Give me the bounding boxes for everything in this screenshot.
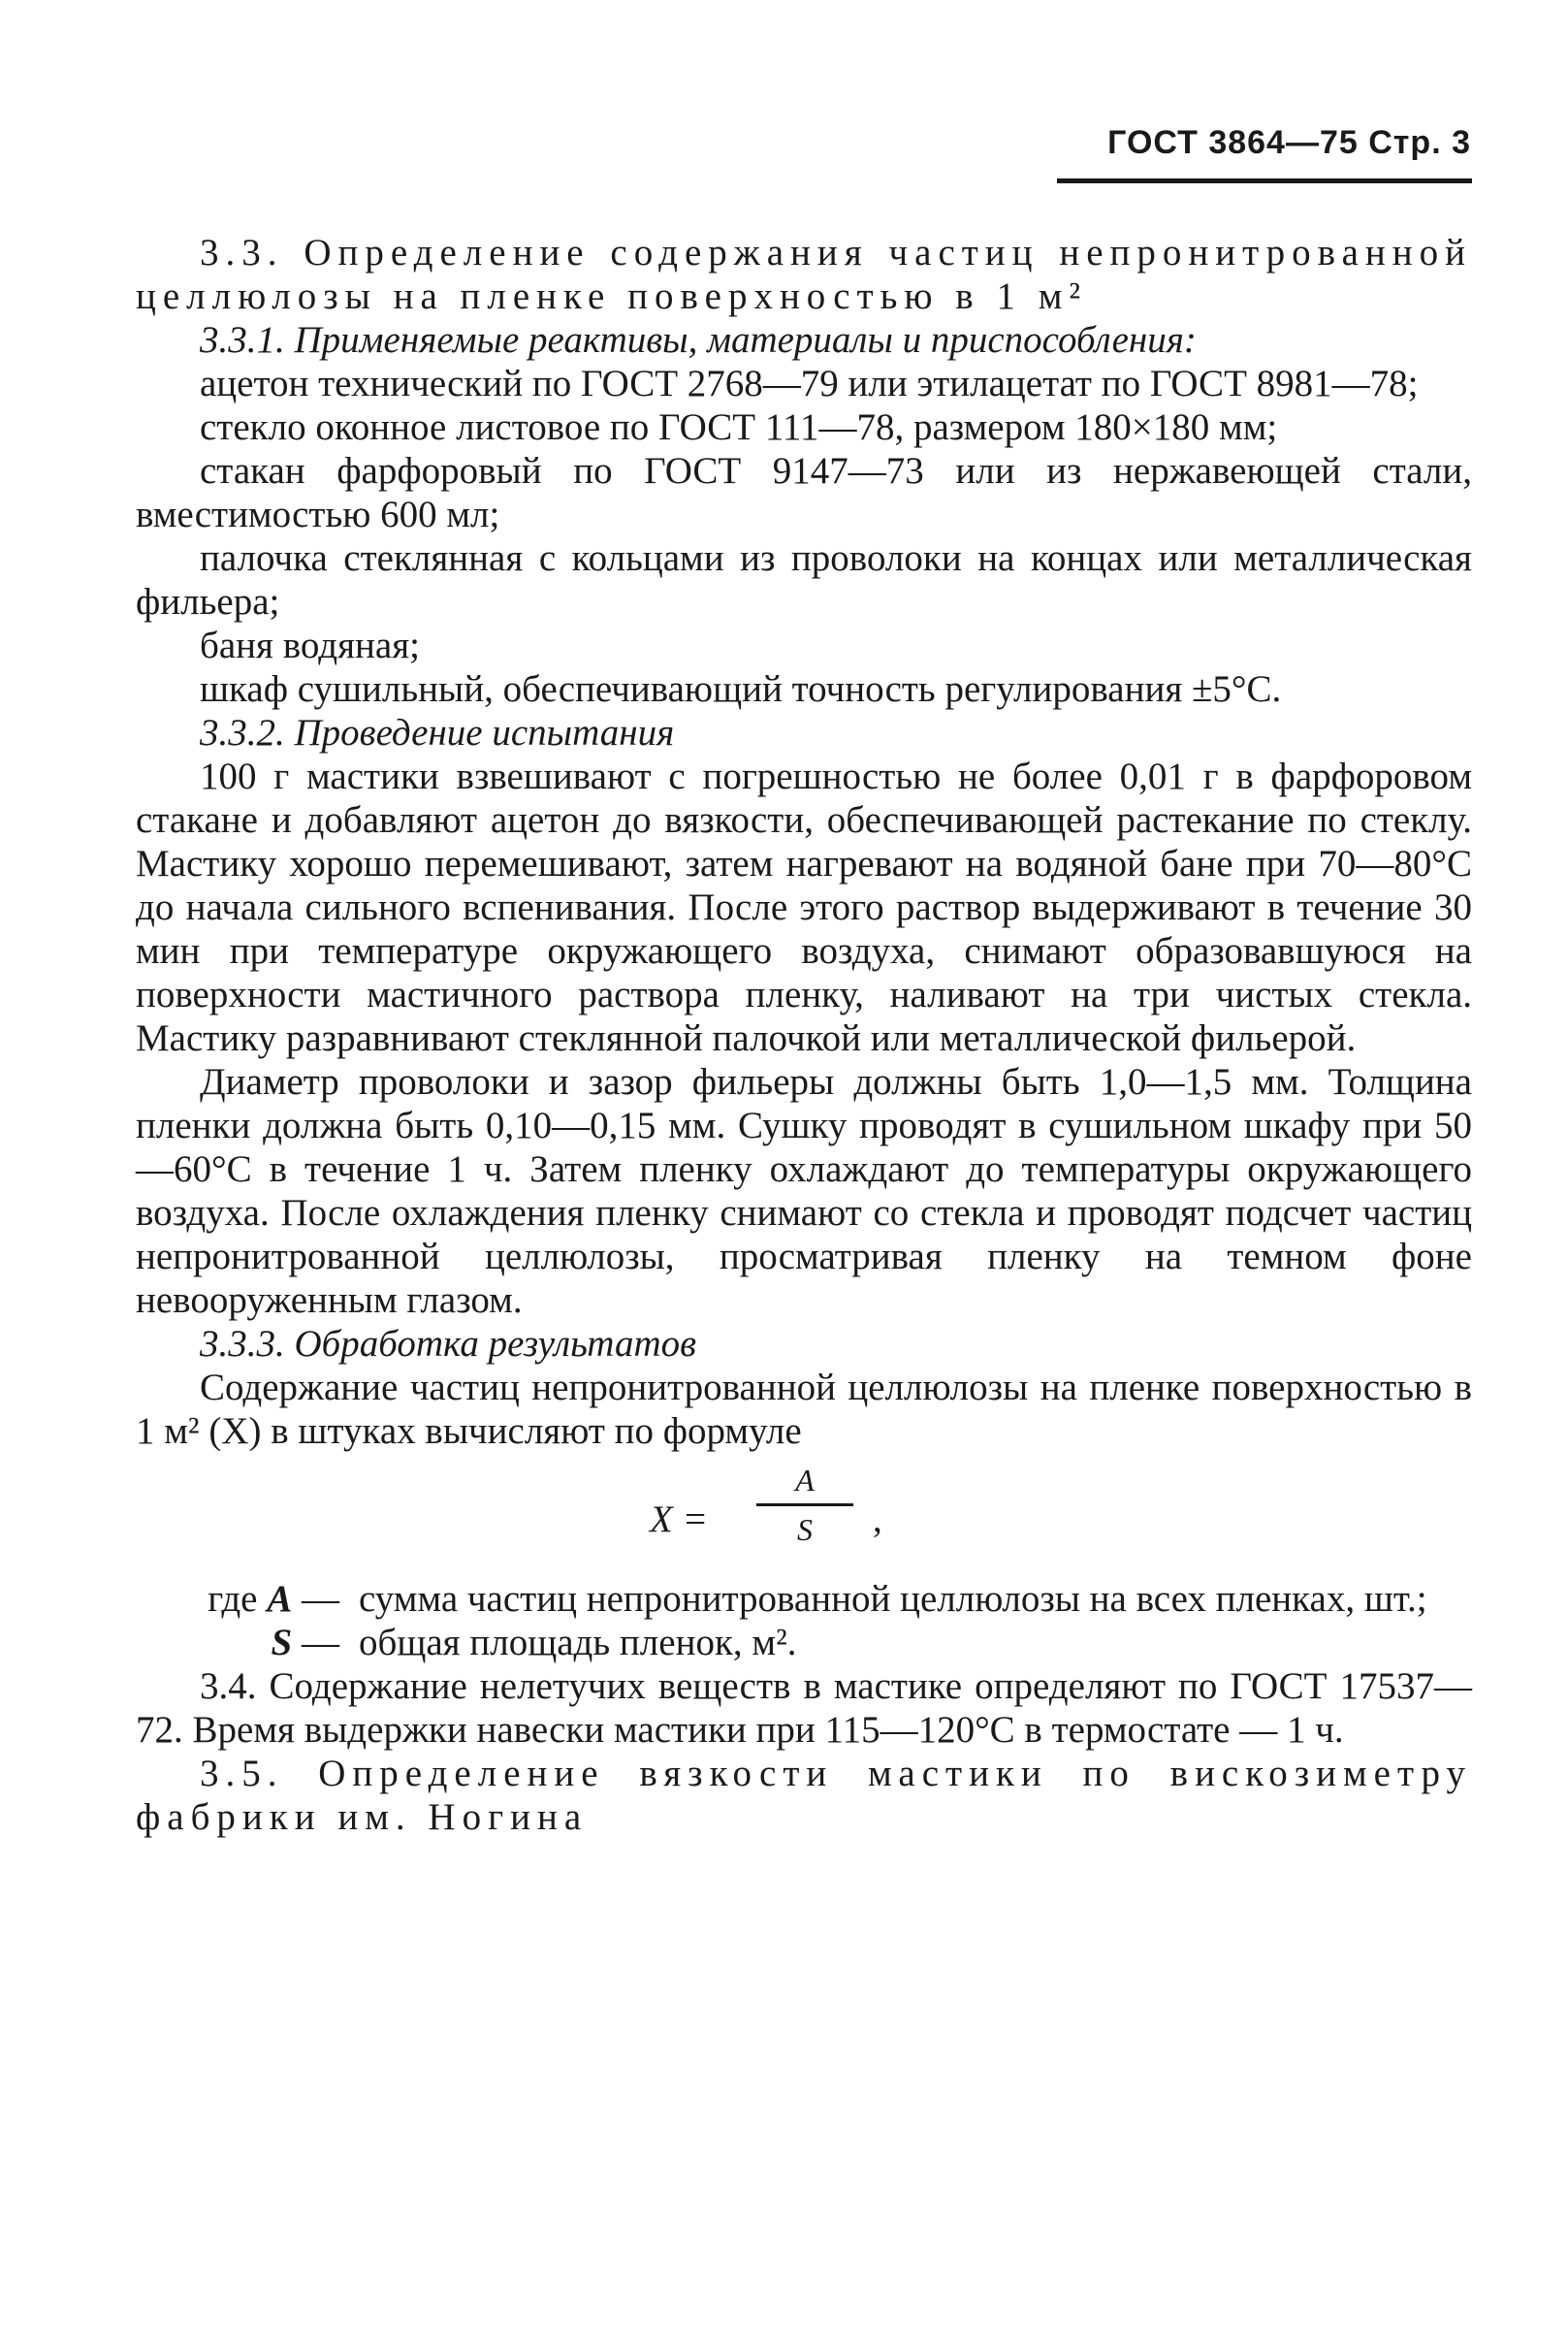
procedure-paragraph: Диаметр проволоки и зазор фильеры должны быть 1,0—1,5 мм. Толщина пленки должна быть 0,10—0,15 мм. Сушку проводят в сушильном шкафу при 50—60°С в течение 1 ч. Затем пленку охлаждают до температуры окружающего воздуха. После охлаждения пленку снимают со стекла и проводят подсчет частиц непронитрованной целлюлозы, просматривая пленку на темном фоне невооруженным глазом. (136, 1061, 1472, 1321)
procedure-paragraph: 100 г мастики взвешивают с погрешностью не более 0,01 г в фарфоровом стакане и добавляют ацетон до вязкости, обеспечивающей растекание по стеклу. Мастику хорошо перемешивают, затем нагревают на водяной бане при 70—80°С до начала сильного вспенивания. После этого раствор выдерживают в течение 30 мин при температуре окружающего воздуха, снимают образовавшуюся на поверхности мастичного раствора пленку, наливают на три чистых стекла. Мастику разравнивают стеклянной палочкой или металлической фильерой. (136, 756, 1472, 1059)
results-paragraph: Содержание частиц непронитрованной целлюлозы на пленке поверхностью в 1 м² (X) в штуках вычисляют по формуле (136, 1367, 1472, 1452)
formula-numerator: A (795, 1463, 815, 1498)
formula-denominator: S (797, 1512, 813, 1547)
reagent-item: баня водяная; (200, 625, 420, 666)
reagent-item: стекло оконное листовое по ГОСТ 111—78, размером 180×180 мм; (200, 406, 1278, 448)
formula-fraction (756, 1463, 853, 1547)
formula-comma: , (873, 1498, 882, 1540)
formula (136, 1463, 1472, 1569)
document-body (136, 231, 1472, 1839)
reagent-item: шкаф сушильный, обеспечивающий точность регулирования ±5°С. (200, 668, 1282, 710)
where-intro: где (208, 1578, 258, 1620)
page-header: ГОСТ 3864—75 Стр. 3 (1107, 124, 1471, 161)
where-a: где A — сумма частиц непронитрованной целлюлозы на всех пленках, шт.; (136, 1577, 1472, 1621)
formula-lhs: X = (650, 1498, 708, 1540)
reagent-item: палочка стеклянная с кольцами из проволоки на концах или металлическая фильера; (136, 537, 1472, 623)
header-rule (1057, 178, 1472, 183)
where-a-symbol: A (267, 1578, 293, 1620)
where-a-description: сумма частиц непронитрованной целлюлозы на всех пленках, шт.; (359, 1578, 1427, 1620)
section-3-5-heading: 3.5. Определение вязкости мастики по вискозиметру фабрики им. Ногина (136, 1753, 1472, 1838)
where-s-symbol: S (271, 1622, 293, 1663)
reagent-item: ацетон технический по ГОСТ 2768—79 или этилацетат по ГОСТ 8981—78; (200, 363, 1419, 404)
section-3-3-1-heading: 3.3.1. Применяемые реактивы, материалы и приспособления: (200, 319, 1197, 361)
where-s: S — общая площадь пленок, м². (136, 1621, 1472, 1664)
fraction-bar (756, 1503, 853, 1506)
where-s-description: общая площадь пленок, м². (359, 1622, 797, 1663)
section-3-3-3-heading: 3.3.3. Обработка результатов (200, 1323, 697, 1365)
section-3-4: 3.4. Содержание нелетучих веществ в мастике определяют по ГОСТ 17537—72. Время выдержки навески мастики при 115—120°С в термостате — 1 ч. (136, 1665, 1472, 1751)
section-3-3-heading: 3.3. Определение содержания частиц непронитрованной целлюлозы на пленке поверхностью в 1 м² (136, 232, 1472, 317)
reagent-item: стакан фарфоровый по ГОСТ 9147—73 или из нержавеющей стали, вместимостью 600 мл; (136, 450, 1472, 535)
section-3-3-2-heading: 3.3.2. Проведение испытания (200, 712, 675, 754)
